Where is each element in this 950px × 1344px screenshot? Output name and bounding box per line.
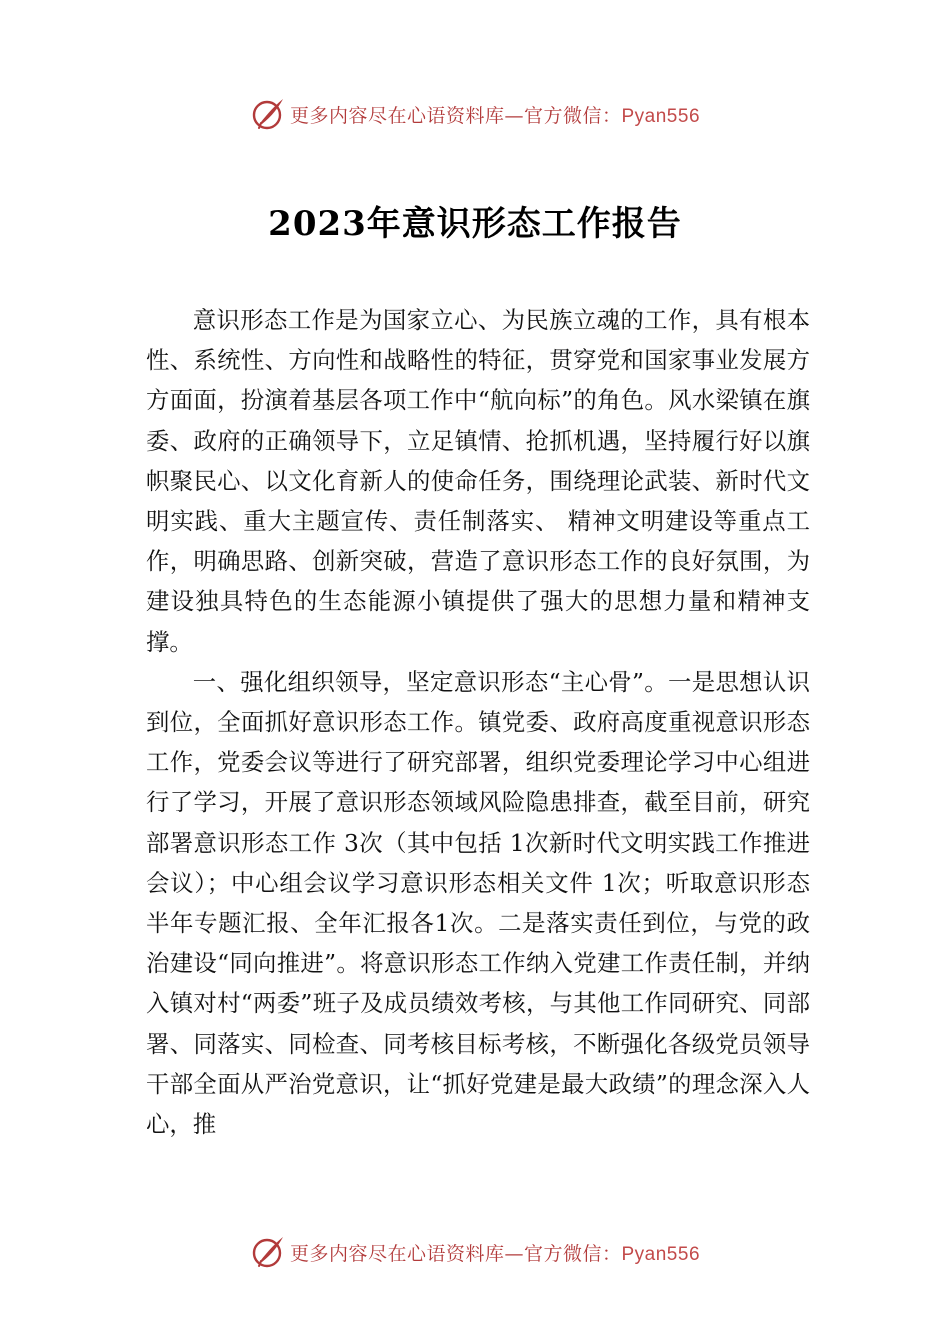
quill-pen-logo-icon	[250, 1234, 286, 1270]
header-watermark-banner	[0, 92, 950, 136]
watermark-text	[290, 1239, 700, 1266]
watermark-text-cn: 更多内容尽在心语资料库—官方微信：	[289, 1242, 622, 1265]
document-body	[146, 300, 810, 1144]
watermark-text	[290, 101, 700, 128]
watermark-wechat-id: Pyan556	[621, 105, 701, 127]
paragraph-section-one: 一、强化组织领导，坚定意识形态“主心骨”。一是思想认识到位，全面抓好意识形态工作。镇党委、政府高度重视意识形态工作，党委会议等进行了研究部署，组织党委理论学习中心组进行了学习，开展了意识形态领域风险隐患排查，截至目前，研究部署意识形态工作 3次（其中包括 1次新时代文明实践工作推进会议）；中心组会议学习意识形态相关文件 1次；听取意识形态半年专题汇报、全年汇报各1次。二是落实责任到位，与党的政治建设“同向推进”。将意识形态工作纳入党建工作责任制，并纳入镇对村“两委”班子及成员绩效考核，与其他工作同研究、同部署、同落实、同检查、同考核目标考核，不断强化各级党员领导干部全面从严治党意识，让“抓好党建是最大政绩”的理念深入人心，推	[146, 667, 810, 1139]
quill-pen-logo-icon	[250, 96, 286, 132]
watermark-wechat-id: Pyan556	[621, 1243, 701, 1265]
document-title: 2023年意识形态工作报告	[268, 204, 682, 244]
footer-watermark-banner	[0, 1230, 950, 1274]
watermark-text-cn: 更多内容尽在心语资料库—官方微信：	[289, 104, 622, 127]
paragraph-intro: 意识形态工作是为国家立心、为民族立魂的工作，具有根本性、系统性、方向性和战略性的特征，贯穿党和国家事业发展方方面面，扮演着基层各项工作中“航向标”的角色。风水梁镇在旗委、政府的正确领导下，立足镇情、抢抓机遇，坚持履行好以旗帜聚民心、以文化育新人的使命任务，围绕理论武装、新时代文明实践、重大主题宣传、责任制落实、 精神文明建设等重点工作，明确思路、创新突破，营造了意识形态工作的良好氛围，为建设独具特色的生态能源小镇提供了强大的思想力量和精神支撑。	[146, 306, 810, 656]
